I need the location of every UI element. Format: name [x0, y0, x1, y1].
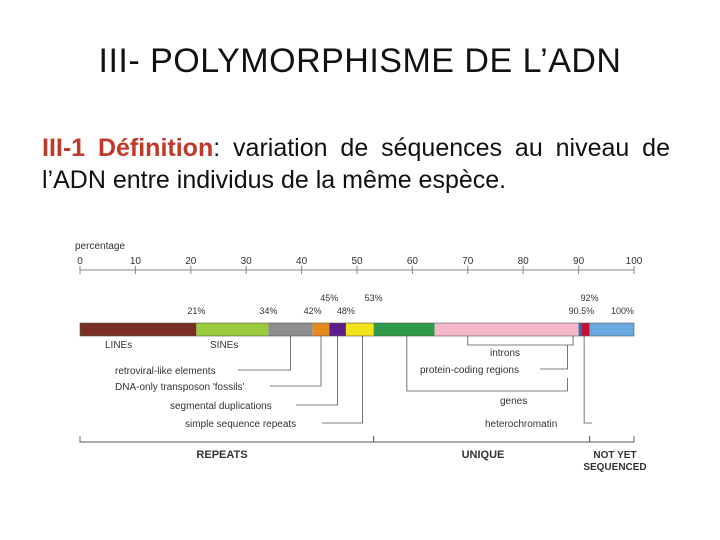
label-unique: UNIQUE	[461, 449, 505, 461]
leader-segmental	[296, 336, 338, 405]
axis-tick-label: 30	[240, 256, 252, 267]
label-genes: genes	[500, 396, 528, 407]
bracket-repeats	[80, 436, 374, 442]
percent-label: 21%	[187, 306, 206, 316]
percent-label: 48%	[336, 306, 355, 316]
leader-simple	[322, 336, 363, 423]
leader-retroviral	[238, 336, 291, 370]
leader-protein	[540, 345, 568, 369]
percent-label: 90.5%	[568, 306, 595, 316]
leader-lines	[238, 336, 592, 423]
label-sequenced: SEQUENCED	[583, 462, 647, 473]
percent-label: 34%	[259, 306, 278, 316]
label-sines: SINEs	[210, 340, 239, 351]
axis-tick-label: 20	[185, 256, 197, 267]
percent-label: 42%	[303, 306, 322, 316]
percent-label: 53%	[364, 293, 383, 303]
axis-tick-label: 50	[351, 256, 363, 267]
label-retroviral: retroviral-like elements	[115, 366, 216, 377]
axis-tick-label: 40	[296, 256, 308, 267]
percent-label: 100%	[610, 306, 634, 316]
definition-lead: III-1 Définition	[42, 134, 214, 162]
axis-tick-label: 0	[77, 256, 83, 267]
label-lines: LINEs	[105, 340, 133, 351]
bracket-unique	[374, 436, 590, 442]
bar-segment	[435, 323, 579, 336]
bar-segment	[346, 323, 374, 336]
slide-title: III- POLYMORPHISME DE L’ADN	[98, 42, 622, 80]
bar-segment	[590, 323, 634, 336]
axis-title: percentage	[75, 241, 126, 252]
bar-segment	[313, 323, 330, 336]
genome-composition-diagram	[60, 238, 670, 488]
label-segmental: segmental duplications	[170, 401, 272, 412]
axis-tick-label: 70	[462, 256, 474, 267]
bar-segment	[80, 323, 196, 336]
bracket-not-yet	[590, 436, 634, 442]
label-not-yet: NOT YET	[593, 450, 637, 461]
genome-composition-svg	[60, 238, 670, 488]
label-introns: introns	[490, 348, 521, 359]
bar-segment	[581, 323, 589, 336]
leader-genes-bracket	[407, 336, 568, 391]
bar-segment	[329, 323, 346, 336]
group-brackets	[80, 436, 634, 442]
definition-text: : variation de séquences au niveau de l’ADN entre individus de la même espèce.	[42, 134, 670, 194]
label-protein: protein-coding regions	[420, 365, 519, 376]
percent-labels	[187, 293, 634, 316]
bar-segment	[196, 323, 268, 336]
bar-segment	[579, 323, 582, 336]
definition-paragraph	[42, 132, 670, 196]
leader-introns-bracket	[468, 336, 573, 345]
axis-tick-label: 100	[625, 256, 643, 267]
axis-tick-label: 60	[406, 256, 418, 267]
leader-hetero	[584, 336, 592, 423]
axis-tick-label: 90	[573, 256, 585, 267]
bar-segment	[268, 323, 312, 336]
percent-label: 45%	[320, 293, 339, 303]
label-simple: simple sequence repeats	[185, 419, 297, 430]
label-hetero: heterochromatin	[485, 419, 558, 430]
axis-tick-label: 80	[517, 256, 529, 267]
label-dna-only: DNA-only transposon 'fossils'	[115, 382, 245, 393]
composition-bar	[80, 323, 634, 336]
axis-ticks	[77, 256, 643, 274]
leader-dna-only	[270, 336, 321, 386]
label-repeats: REPEATS	[196, 449, 248, 461]
percent-label: 92%	[580, 293, 599, 303]
bar-segment	[374, 323, 435, 336]
axis-tick-label: 10	[129, 256, 141, 267]
